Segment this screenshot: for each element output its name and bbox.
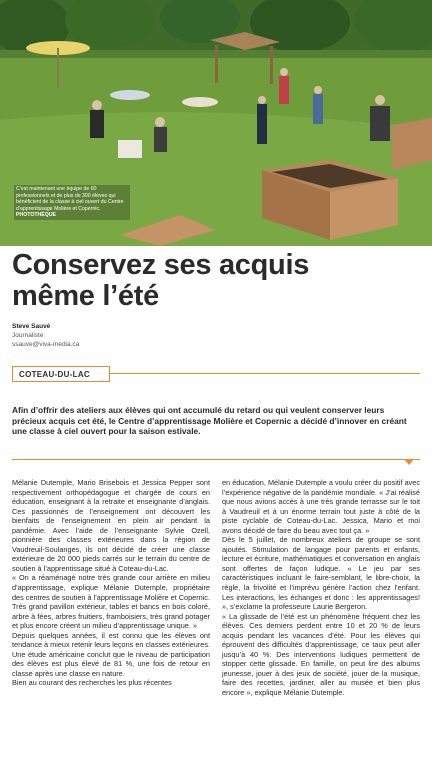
article-column-left <box>12 478 210 688</box>
author-block <box>12 322 79 349</box>
section-tag: COTEAU-DU-LAC <box>12 366 110 382</box>
paragraph: Bien au courant des recherches les plus récentes <box>12 678 172 688</box>
author-name: Steve Sauvé <box>12 323 51 330</box>
author-email[interactable]: ssauve@viva-media.ca <box>12 341 80 348</box>
divider-arrow-icon <box>404 459 414 465</box>
paragraph: Depuis quelques années, il est connu que les élèves ont tendance à mieux retenir leurs leçons en classes extérieures. Une étude américaine conclut que le niveau de participation des élèves est plus élevé de 81 %, une fois de retour en classe après une classe en nature. <box>12 630 210 678</box>
paragraph: en éducation, Mélanie Dutemple a voulu créer du positif avec l’expérience négative de la pandémie mondiale. « J’ai réalisé que nous avions accès à une très grande terrasse sur le toit à Vaudreuil et à un énorme terrain tout juste à côté de la piste cyclable de Coteau-du-Lac. Jessica, Mario et moi avons décidé de faire du beau avec tout ça. » <box>222 478 420 535</box>
article-headline: Conservez ses acquis même l’été <box>12 249 310 312</box>
author-role: Journaliste <box>12 332 44 339</box>
article-column-right <box>222 478 420 698</box>
section-divider-bottom <box>12 459 420 460</box>
article-photo <box>0 0 432 246</box>
photo-credit: PHOTOTHÈQUE <box>16 212 56 219</box>
photo-caption <box>14 185 130 220</box>
paragraph: Mélanie Dutemple, Mario Brisebois et Jessica Pepper sont respectivement orthopédagogue et chargée de cours en éducation, enseignant à la retraite et enseignante d’anglais. Ces passionnés de l’enseignement ont découvert les bienfaits de l’enseignement en plein air pendant la pandémie. Avec l’aide de l’enseignante Sylvie Ozell, pionnière des classes extérieures dans la région de Vaudreuil-Soulanges, ils ont décidé de créer une classe extérieure de 20 000 pieds carrés sur le terrain du centre de soutien à l’apprentissage situé à Coteau-du-Lac. <box>12 478 210 573</box>
paragraph: « La glissade de l’été est un phénomène fréquent chez les élèves. Ces derniers perdent entre 10 et 20 % de leurs acquis pendant les vacances d’été. Pour les élèves qui éprouvent des difficultés d’apprentissage, ce taux peut aller jusqu’à 40 %. Des interventions ludiques permettent de stopper cette glissade. En famille, on peut lire des albums jeunesse, jouer à des jeux de société, jouer de la musique, faire des recettes, jardiner, aller au musée et bien plus encore », explique Mélanie Dutemple. <box>222 611 420 698</box>
paragraph: Dès le 5 juillet, de nombreux ateliers de groupe se sont ajoutés. Stimulation de langage pour parents et enfants, lecture et écriture, mathématiques et conversation en anglais sont offertes de façon ludique. « Le jeu par ses caractéristiques incluant le faire-semblant, le libre-choix, la règle, la frivolité et l’imprévu génère l’action chez l’enfant. Les interactions, les échanges et donc : les apprentissages! », s’exclame la professeure Laurie Bergeron. <box>222 535 420 612</box>
paragraph: « On a réaménagé notre très grande cour arrière en milieu d’apprentissage, explique Mélanie Dutemple, propriétaire des centres de soutien à l’apprentissage Molière et Copernic. Très grand pavillon extérieur, tables et bancs en bois coloré, arbre à fées, arbres fruitiers, framboisiers, très grand potager et plus encore créent un milieu d’apprentissage unique. » <box>12 573 210 631</box>
caption-text: C’est maintenant une équipe de 60 professionnels et de plus de 300 élèves qui bénéficient de la classe à ciel ouvert du Centre d’apprentissage Molière et Copernic. <box>16 186 124 212</box>
article-lead: Afin d’offrir des ateliers aux élèves qui ont accumulé du retard ou qui veulent conserver leurs précieux acquis cet été, le Centre d’apprentissage Molière et Copernic a décidé d’innover en créant une classe à ciel ouvert pour la saison estivale. <box>12 405 407 437</box>
